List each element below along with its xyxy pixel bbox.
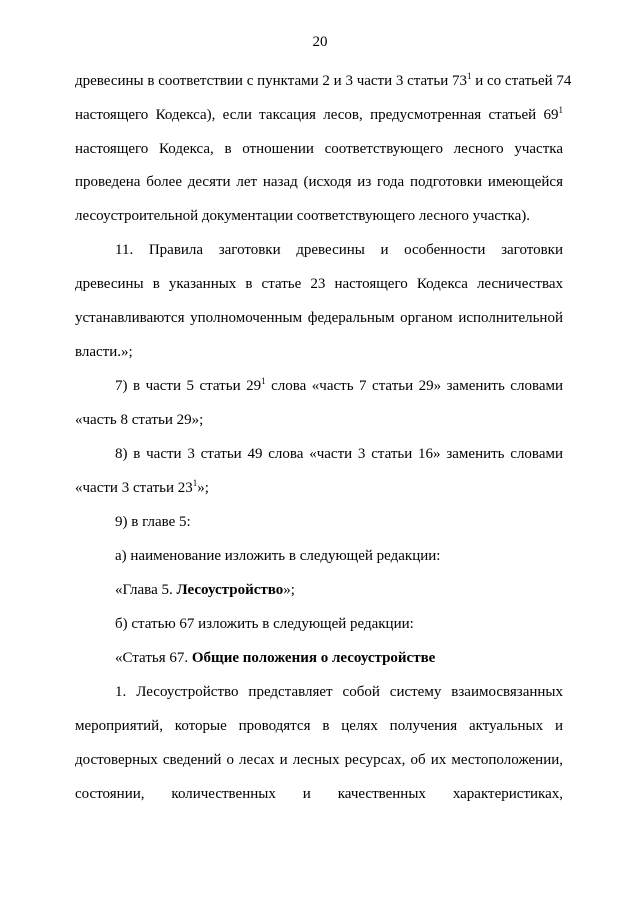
text-line [75,478,563,498]
text-line [115,580,563,600]
text-line: настоящего Кодекса, в отношении соответствующего лесного участка [75,141,563,157]
text-line: 1. Лесоустройство представляет собой систему взаимосвязанных [115,684,563,700]
text-line [115,376,563,396]
text-line [75,105,563,125]
text-span: древесины в соответствии с пунктами 2 и 3 части 3 статьи 73 [75,73,467,89]
text-span: слова «часть 7 статьи 29» заменить словами [265,378,564,394]
text-line: достоверных сведений о лесах и лесных ресурсах, об их местоположении, [75,752,563,768]
text-span: «части 3 статьи 23 [75,480,193,496]
text-span: и со статьей 74 [471,73,572,89]
bold-heading: Общие положения о лесоустройстве [191,650,436,666]
text-span: »; [197,480,209,496]
text-line: древесины в указанных в статье 23 настоящего Кодекса лесничествах [75,276,563,292]
text-line: состоянии, количественных и качественных характеристиках, [75,786,563,802]
text-line [75,71,572,91]
text-line: б) статью 67 изложить в следующей редакции: [115,616,414,632]
text-line: 11. Правила заготовки древесины и особенности заготовки [115,242,563,258]
text-span: 7) в части 5 статьи 29 [115,378,262,394]
text-line: 8) в части 3 статьи 49 слова «части 3 статьи 16» заменить словами [115,446,563,462]
text-span: «Глава 5. [115,582,177,598]
superscript: 1 [192,478,198,488]
superscript: 1 [261,376,266,386]
text-line: устанавливаются уполномоченным федеральным органом исполнительной [75,310,563,326]
text-line: лесоустроительной документации соответствующего лесного участка). [75,208,531,224]
text-line: а) наименование изложить в следующей редакции: [115,548,441,564]
page-number: 20 [312,34,328,50]
text-span: »; [283,582,295,598]
text-line: мероприятий, которые проводятся в целях получения актуальных и [75,718,563,734]
text-span: настоящего Кодекса), если таксация лесов, предусмотренная статьей 69 [75,107,559,123]
superscript: 1 [558,105,563,115]
text-line: власти.»; [75,344,133,360]
superscript: 1 [466,71,472,81]
text-line [115,648,563,668]
text-span: «Статья 67. [115,650,192,666]
text-line: проведена более десяти лет назад (исходя из года подготовки имеющейся [75,174,563,190]
text-line: 9) в главе 5: [115,514,191,530]
bold-heading: Лесоустройство [176,582,284,598]
text-line: «часть 8 статьи 29»; [75,412,204,428]
